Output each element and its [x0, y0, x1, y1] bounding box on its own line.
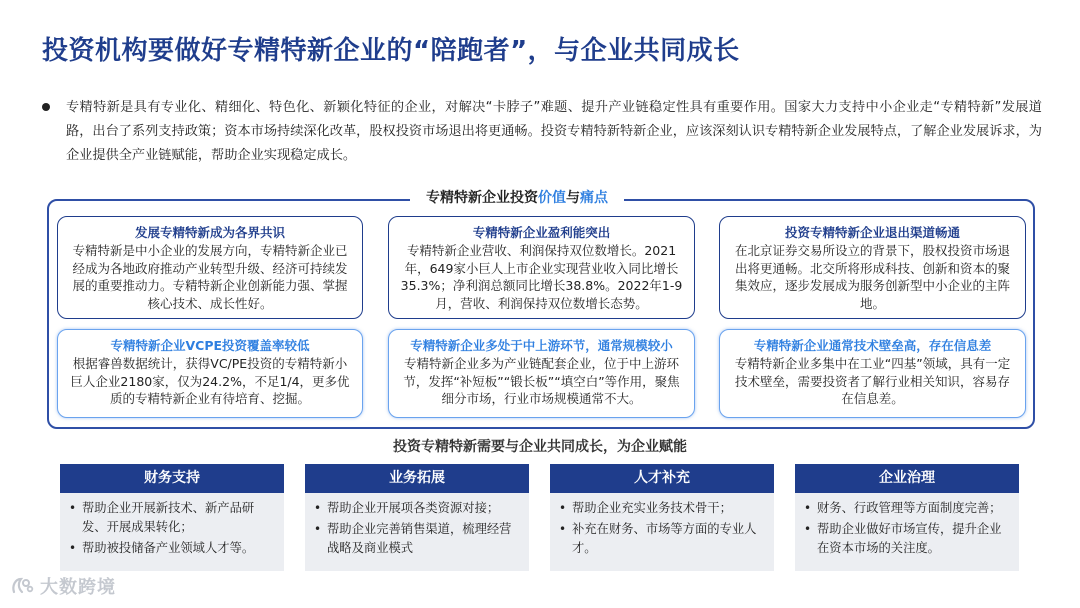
- list-item-text: 财务、行政管理等方面制度完善；: [817, 501, 1002, 515]
- list-item: [68, 499, 276, 537]
- list-item-text: 帮助企业完善销售渠道，梳理经营战略及商业模式: [327, 522, 512, 555]
- card-title: 专精特新企业VCPE投资覆盖率较低: [110, 338, 310, 353]
- card-title: 发展专精特新成为各界共识: [134, 225, 285, 240]
- list-item-text: 帮助企业开展新技术、新产品研发、开展成果转化；: [82, 501, 255, 534]
- card-title: 投资专精特新企业退出渠道畅通: [784, 225, 960, 240]
- bullet-dot-icon: •: [804, 501, 812, 515]
- intro-bullet: [42, 96, 1042, 168]
- column-body-governance: [795, 493, 1019, 571]
- logo-text: 大数跨境: [40, 577, 116, 598]
- list-item: [313, 499, 521, 518]
- card-title: 专精特新企业多处于中上游环节，通常规模较小: [410, 338, 673, 353]
- column-head-governance: 企业治理: [795, 464, 1019, 493]
- column-body-business: [305, 493, 529, 571]
- card-body: 根据睿兽数据统计，获得VC/PE投资的专精特新小巨人企业2180家，仅为24.2%，不足1/4，更多优质的专精特新企业有待培育、挖掘。: [70, 356, 350, 406]
- list-item: [558, 499, 766, 518]
- value-card-profit: [388, 216, 695, 319]
- card-body: 专精特新企业多为产业链配套企业，位于中上游环节，发挥“补短板”“锻长板”“填空白”等作用，聚焦细分市场，行业市场规模通常不大。: [403, 356, 680, 406]
- panel-title-mid: 与: [566, 190, 580, 206]
- list-item-text: 补充在财务、市场等方面的专业人才。: [572, 522, 757, 555]
- brand-logo: [10, 572, 116, 600]
- column-head-business: 业务拓展: [305, 464, 529, 493]
- panel-title: [410, 187, 624, 207]
- column-head-talent: 人才补充: [550, 464, 774, 493]
- page-title: 投资机构要做好专精特新企业的“陪跑者”，与企业共同成长: [42, 36, 740, 66]
- value-card-consensus: [57, 216, 363, 319]
- intro-text: 专精特新是具有专业化、精细化、特色化、新颖化特征的企业，对解决“卡脖子”难题、提升产业链稳定性具有重要作用。国家大力支持中小企业走“专精特新”发展道路，出台了系列支持政策；资本市场持续深化改革，股权投资市场退出将更通畅。投资专精特新特新企业，应该深刻认识专精特新企业发展特点，了解企业发展诉求，为企业提供全产业链赋能，帮助企业实现稳定成长。: [66, 100, 1042, 163]
- panel-title-prefix: 专精特新企业投资: [426, 190, 538, 206]
- list-item-text: 帮助企业做好市场宣传，提升企业在资本市场的关注度。: [817, 522, 1002, 555]
- card-body: 在北京证券交易所设立的背景下，股权投资市场退出将更通畅。北交所将形成科技、创新和资本的聚集效应，逐步发展成为服务创新型中小企业的主阵地。: [734, 243, 1010, 311]
- pain-card-barrier: [719, 329, 1026, 418]
- column-head-finance: 财务支持: [60, 464, 284, 493]
- column-body-talent: [550, 493, 774, 571]
- pain-card-scale: [388, 329, 695, 418]
- empower-subheader: 投资专精特新需要与企业共同成长，为企业赋能: [393, 439, 687, 455]
- list-item: [558, 520, 766, 558]
- card-title: 专精特新企业通常技术壁垒高，存在信息差: [753, 338, 992, 353]
- bullet-dot-icon: [42, 103, 50, 111]
- list-item: [803, 520, 1011, 558]
- bullet-dot-icon: •: [314, 522, 322, 536]
- card-body: 专精特新企业多集中在工业“四基”领域，具有一定技术壁垒，需要投资者了解行业相关知识，容易存在信息差。: [734, 356, 1011, 406]
- list-item: [68, 539, 276, 558]
- bullet-dot-icon: •: [314, 501, 322, 515]
- bullet-dot-icon: •: [69, 541, 77, 555]
- list-item-text: 帮助被投储备产业领域人才等。: [82, 541, 255, 555]
- logo-mark-icon: [10, 574, 34, 598]
- list-item: [803, 499, 1011, 518]
- value-card-exit: [719, 216, 1026, 319]
- pain-card-coverage: [57, 329, 363, 418]
- card-body: 专精特新企业营收、利润保持双位数增长。2021年，649家小巨人上市企业实现营业收入同比增长35.3%；净利润总额同比增长38.8%。2022年1-9月，营收、利润保持双位数增长态势。: [400, 243, 683, 311]
- bullet-dot-icon: •: [804, 522, 812, 536]
- list-item-text: 帮助企业开展项各类资源对接；: [327, 501, 500, 515]
- panel-title-pain: 痛点: [580, 190, 608, 206]
- bullet-dot-icon: •: [69, 501, 77, 515]
- column-body-finance: [60, 493, 284, 571]
- list-item: [313, 520, 521, 558]
- card-body: 专精特新是中小企业的发展方向，专精特新企业已经成为各地政府推动产业转型升级、经济可持续发展的重要推动力。专精特新企业创新能力强、掌握核心技术、成长性好。: [72, 243, 348, 311]
- list-item-text: 帮助企业充实业务技术骨干；: [572, 501, 732, 515]
- panel-title-value: 价值: [538, 190, 566, 206]
- bullet-dot-icon: •: [559, 501, 567, 515]
- card-title: 专精特新企业盈利能突出: [472, 225, 611, 240]
- bullet-dot-icon: •: [559, 522, 567, 536]
